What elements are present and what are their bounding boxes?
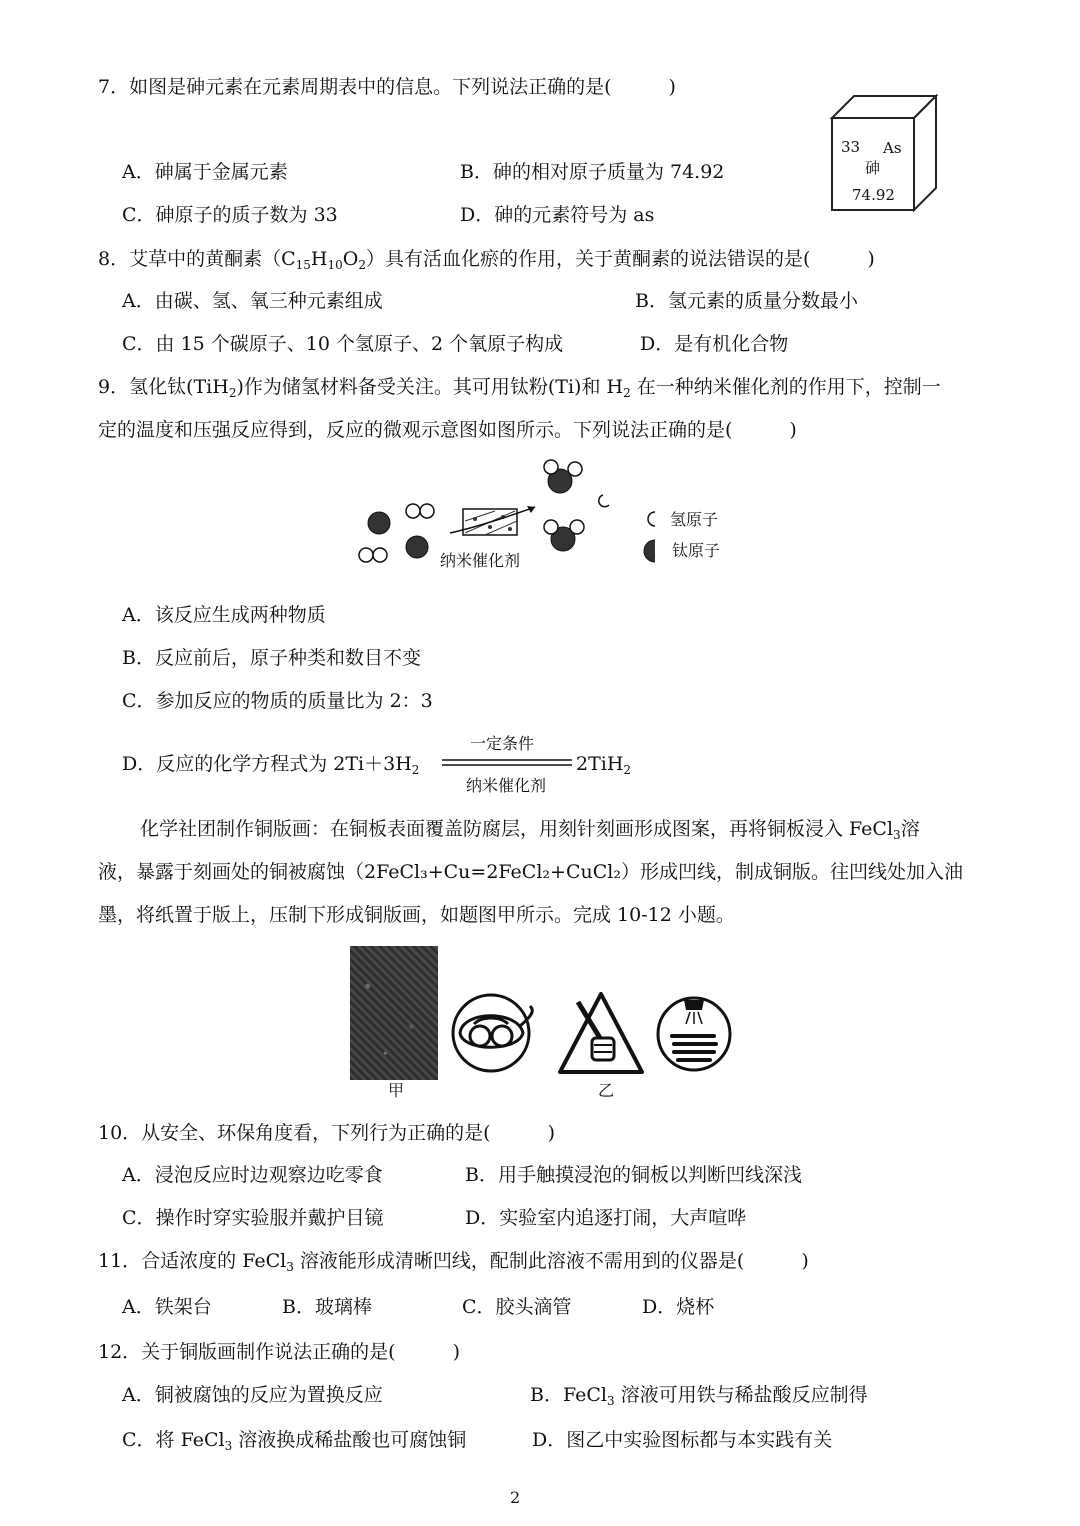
equation-double-line [442,758,572,768]
legend-titanium: 钛原子 [672,541,721,560]
sharp-object-warning-icon [556,990,646,1082]
passage-line3: 墨，将纸置于版上，压制下形成铜版画，如题图甲所示。完成 10-12 小题。 [98,904,735,926]
q12-option-c: C．将 FeCl$_3$ 溶液换成稀盐酸也可腐蚀铜 [122,1429,467,1453]
q8-option-d: D．是有机化合物 [640,333,789,355]
element-mass: 74.92 [852,186,895,204]
q7-option-c: C．砷原子的质子数为 33 [122,204,338,226]
catalyst-label: 纳米催化剂 [440,551,521,570]
legend-hydrogen: 氢原子 [670,510,719,529]
q9-stem-line1: 9．氢化钛(TiH$_2$)作为储氢材料备受关注。其可用钛粉(Ti)和 $H_2$ 在一种纳米催化剂的作用下，控制一 [98,376,941,400]
q12-stem: 12．关于铜版画制作说法正确的是( ) [98,1341,461,1363]
q8-option-b: B．氢元素的质量分数最小 [635,290,858,312]
hand-washing-icon [656,990,736,1080]
q8-stem: 8．艾草中的黄酮素$(C_{15}H_{10}O_2)$具有活血化瘀的作用，关于黄酮素的说法错误的是( ) [98,248,875,272]
element-symbol: As [883,139,902,157]
q9-option-d-product: 2TiH$_2$ [576,753,632,777]
q11-option-b: B．玻璃棒 [282,1296,372,1318]
condition-bottom: 纳米催化剂 [466,776,547,795]
figure-label-yi: 乙 [598,1081,615,1100]
q10-option-d: D．实验室内追逐打闹，大声喧哗 [465,1207,747,1229]
q9-option-a: A．该反应生成两种物质 [122,604,326,626]
q11-option-c: C．胶头滴管 [462,1296,572,1318]
q8-option-a: A．由碳、氢、氧三种元素组成 [122,290,383,312]
q9-option-c: C．参加反应的物质的质量比为 2：3 [122,690,433,712]
q11-option-d: D．烧杯 [642,1296,715,1318]
q10-option-c: C．操作时穿实验服并戴护目镜 [122,1207,384,1229]
passage-line2: 液，暴露于刻画处的铜被腐蚀（2FeCl₃+Cu=2FeCl₂+CuCl₂）形成凹线，制成铜版。往凹线处加入油 [98,861,963,883]
q12-option-a: A．铜被腐蚀的反应为置换反应 [122,1384,383,1406]
element-name: 砷 [865,159,881,177]
q8-option-c: C．由 15 个碳原子、10 个氢原子、2 个氧原子构成 [122,333,564,355]
q11-stem: 11．合适浓度的 FeCl$_3$ 溶液能形成清晰凹线，配制此溶液不需用到的仪器是( ) [98,1250,809,1274]
passage-line1: 化学社团制作铜版画：在铜板表面覆盖防腐层，用刻针刻画形成图案，再将铜板浸入 FeCl$_3$溶 [140,818,920,842]
q12-option-d: D．图乙中实验图标都与本实践有关 [532,1429,833,1451]
q10-stem: 10．从安全、环保角度看，下列行为正确的是( ) [98,1122,556,1144]
q12-option-b: B．FeCl$_3$ 溶液可用铁与稀盐酸反应制得 [530,1384,868,1408]
condition-top: 一定条件 [470,734,535,753]
q11-option-a: A．铁架台 [122,1296,212,1318]
copper-plate-image [350,946,438,1080]
figure-label-jia: 甲 [388,1081,405,1100]
q7-option-d: D．砷的元素符号为 as [460,204,655,226]
eye-protection-icon [448,990,538,1080]
page-number: 2 [510,1488,521,1507]
q10-option-b: B．用手触摸浸泡的铜板以判断凹线深浅 [465,1164,802,1186]
q9-option-b: B．反应前后，原子种类和数目不变 [122,647,421,669]
q9-stem-line2: 定的温度和压强反应得到，反应的微观示意图如图所示。下列说法正确的是( ) [98,419,797,441]
q7-option-b: B．砷的相对原子质量为 74.92 [460,161,725,183]
q7-stem: 7．如图是砷元素在元素周期表中的信息。下列说法正确的是( ) [98,76,676,98]
element-atomic-number: 33 [841,138,861,156]
q7-option-a: A．砷属于金属元素 [122,161,288,183]
q10-option-a: A．浸泡反应时边观察边吃零食 [122,1164,383,1186]
q9-option-d-lead: D．反应的化学方程式为 $2Ti+3H_2$ [122,753,420,777]
